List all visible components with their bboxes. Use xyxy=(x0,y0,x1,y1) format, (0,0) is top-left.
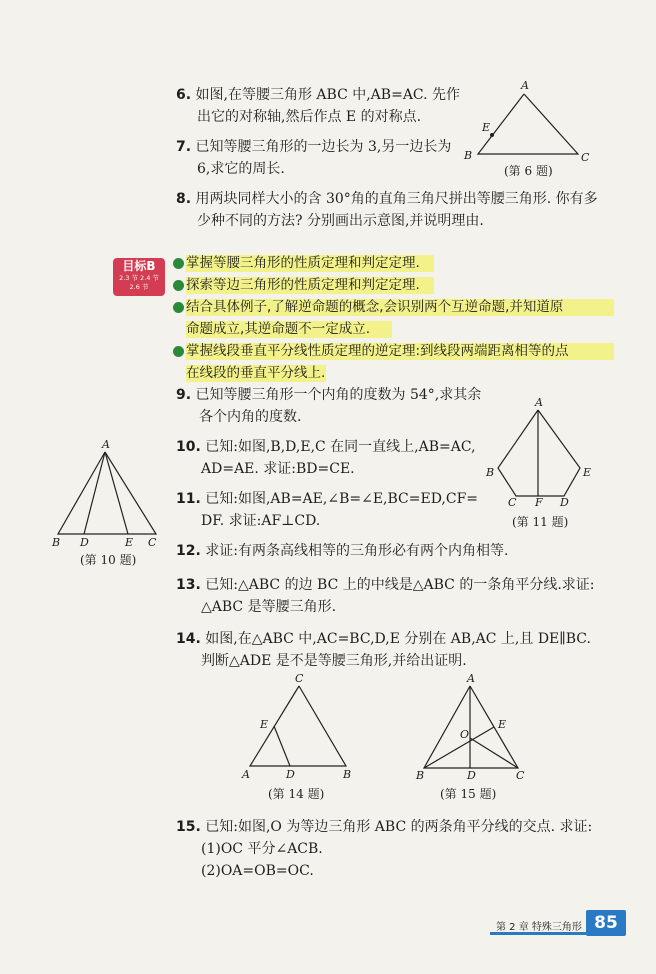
problem-number: 14. xyxy=(176,631,201,647)
objective-4: 掌握线段垂直平分线性质定理的逆定理:到线段两端距离相等的点 xyxy=(186,343,569,359)
problem-11 xyxy=(176,490,478,508)
objective-1: 掌握等腰三角形的性质定理和判定定理. xyxy=(186,255,420,271)
bullet-icon xyxy=(173,280,184,291)
problem-12 xyxy=(176,542,508,560)
problem-6-line2: 出它的对称轴,然后作点 E 的对称点. xyxy=(197,109,422,125)
label-A: A xyxy=(521,79,529,92)
problem-9 xyxy=(176,386,481,404)
problem-number: 8. xyxy=(176,191,192,207)
badge-title: 目标B xyxy=(122,259,156,273)
label-C: C xyxy=(581,151,590,164)
problem-text: 如图,在等腰三角形 ABC 中,AB=AC. 先作 xyxy=(195,87,461,103)
problem-number: 9. xyxy=(176,387,192,403)
problem-text: 已知:如图,O 为等边三角形 ABC 的两条角平分线的交点. 求证: xyxy=(205,819,593,835)
label-D: D xyxy=(560,496,569,509)
label-B: B xyxy=(52,536,61,549)
label-A: A xyxy=(467,672,475,685)
problem-text: 用两块同样大小的含 30°角的直角三角尺拼出等腰三角形. 你有多 xyxy=(195,191,598,207)
figure-14 xyxy=(238,672,363,786)
problem-number: 10. xyxy=(176,439,201,455)
figure-10 xyxy=(48,438,168,557)
problem-text: 已知:如图,AB=AE,∠B=∠E,BC=ED,CF= xyxy=(205,491,479,507)
problem-8 xyxy=(176,190,598,208)
label-C: C xyxy=(148,536,157,549)
label-A: A xyxy=(535,396,543,409)
problem-number: 6. xyxy=(176,87,192,103)
label-E: E xyxy=(260,718,269,731)
figure-15 xyxy=(414,672,539,786)
problem-number: 12. xyxy=(176,543,201,559)
label-F: F xyxy=(535,496,543,509)
chapter-title: 特殊三角形 xyxy=(531,922,582,933)
problem-text: 已知等腰三角形的一边长为 3,另一边长为 xyxy=(195,139,452,155)
problem-10 xyxy=(176,438,476,456)
page-number: 85 xyxy=(586,910,626,936)
label-C: C xyxy=(295,672,304,685)
problem-text: 已知:△ABC 的边 BC 上的中线是△ABC 的一条角平分线.求证: xyxy=(205,577,595,593)
label-E: E xyxy=(583,466,592,479)
label-E: E xyxy=(498,718,507,731)
label-A: A xyxy=(102,438,110,451)
figure-11 xyxy=(484,398,604,513)
problem-9-line2: 各个内角的度数. xyxy=(199,409,302,425)
problem-text: 已知等腰三角形一个内角的度数为 54°,求其余 xyxy=(195,387,482,403)
label-D: D xyxy=(467,769,476,782)
badge-subtitle-2: 2.6 节 xyxy=(129,283,149,291)
problem-15-line2: (1)OC 平分∠ACB. xyxy=(201,841,323,857)
bullet-icon xyxy=(173,302,184,313)
label-B: B xyxy=(464,149,473,162)
bullet-icon xyxy=(173,346,184,357)
problem-number: 7. xyxy=(176,139,192,155)
problem-13 xyxy=(176,576,594,594)
label-D: D xyxy=(286,768,295,781)
problem-number: 11. xyxy=(176,491,201,507)
problem-10-line2: AD=AE. 求证:BD=CE. xyxy=(201,461,355,477)
problem-7-line2: 6,求它的周长. xyxy=(197,161,285,177)
problem-text: 如图,在△ABC 中,AC=BC,D,E 分别在 AB,AC 上,且 DE∥BC. xyxy=(205,631,591,647)
chapter-number: 第 2 章 xyxy=(496,922,529,933)
figure-11-caption: (第 11 题) xyxy=(512,515,569,529)
objective-badge xyxy=(113,258,165,296)
bullet-icon xyxy=(173,258,184,269)
figure-15-caption: (第 15 题) xyxy=(440,787,497,801)
problem-11-line2: DF. 求证:AF⊥CD. xyxy=(201,513,321,529)
problem-number: 13. xyxy=(176,577,201,593)
problem-6 xyxy=(176,86,460,104)
problem-14 xyxy=(176,630,591,648)
problem-13-line2: △ABC 是等腰三角形. xyxy=(201,599,337,615)
label-A: A xyxy=(242,768,250,781)
problem-text: 求证:有两条高线相等的三角形必有两个内角相等. xyxy=(205,543,509,559)
label-B: B xyxy=(343,768,352,781)
problem-15 xyxy=(176,818,592,836)
label-E: E xyxy=(482,121,491,134)
objective-3-line2: 命题成立,其逆命题不一定成立. xyxy=(186,321,371,337)
objective-2: 探索等边三角形的性质定理和判定定理. xyxy=(186,277,420,293)
objective-3: 结合具体例子,了解逆命题的概念,会识别两个互逆命题,并知道原 xyxy=(186,299,564,315)
problem-8-line2: 少种不同的方法? 分别画出示意图,并说明理由. xyxy=(197,213,484,229)
figure-14-caption: (第 14 题) xyxy=(268,787,325,801)
label-B: B xyxy=(486,466,495,479)
badge-subtitle-1: 2.3 节 2.4 节 xyxy=(119,274,159,282)
label-C: C xyxy=(508,496,517,509)
label-D: D xyxy=(80,536,89,549)
problem-text: 已知:如图,B,D,E,C 在同一直线上,AB=AC, xyxy=(205,439,476,455)
problem-number: 15. xyxy=(176,819,201,835)
label-E: E xyxy=(125,536,134,549)
figure-10-caption: (第 10 题) xyxy=(80,553,137,567)
footer-chapter xyxy=(496,918,582,933)
label-B: B xyxy=(416,769,425,782)
problem-14-line2: 判断△ADE 是不是等腰三角形,并给出证明. xyxy=(201,653,467,669)
problem-7 xyxy=(176,138,451,156)
problem-15-line3: (2)OA=OB=OC. xyxy=(201,863,314,879)
objective-4-line2: 在线段的垂直平分线上. xyxy=(186,365,326,381)
label-C: C xyxy=(516,769,525,782)
figure-6-caption: (第 6 题) xyxy=(504,164,553,178)
label-O: O xyxy=(460,728,470,741)
